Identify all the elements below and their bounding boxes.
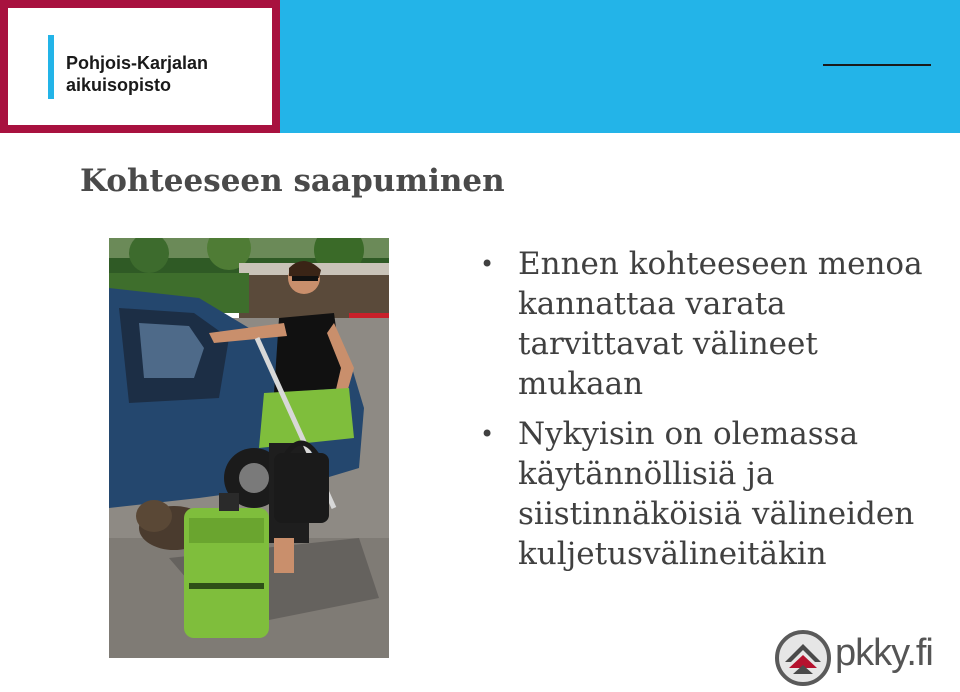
brand-logo	[775, 628, 935, 688]
slide-title: Kohteeseen saapuminen	[80, 163, 505, 199]
bullet-text: Ennen kohteeseen menoa kannattaa varata tarvittavat välineet mukaan	[518, 246, 923, 402]
logo-line1: Pohjois-Karjalan	[66, 53, 209, 73]
list-item	[480, 414, 930, 574]
brand-text: pkky.fi	[835, 632, 933, 674]
bullet-text: Nykyisin on olemassa käytännöllisiä ja siistinnäköisiä välineiden kuljetusvälineitäkin	[518, 416, 915, 572]
logo-accent-bar	[48, 35, 54, 99]
bullet-dot-icon: •	[480, 250, 495, 278]
photo-illustration	[109, 238, 389, 658]
logo-panel	[8, 8, 272, 125]
house-logo-icon	[775, 628, 835, 688]
logo-line2: aikuisopisto	[66, 75, 172, 95]
header-rule	[823, 64, 931, 66]
bullet-dot-icon: •	[480, 420, 495, 448]
logo-frame	[0, 0, 280, 133]
list-item	[480, 244, 930, 404]
logo-text	[66, 52, 208, 96]
travel-photo	[109, 238, 389, 658]
bullet-list	[480, 244, 930, 584]
